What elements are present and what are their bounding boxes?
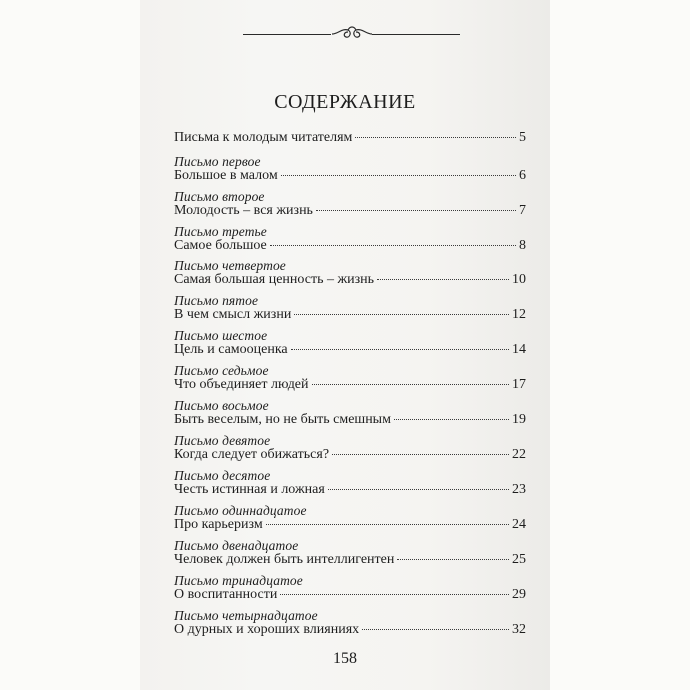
toc-line (174, 203, 526, 219)
toc-line (174, 482, 526, 498)
toc-letter-label: Письмо третье (174, 224, 267, 239)
toc-letter-label: Письмо пятое (174, 293, 259, 308)
toc-letter-label: Письмо двенадцатое (174, 538, 299, 553)
toc-title: Человек должен быть интеллигентен (174, 552, 395, 567)
toc-title: Письма к молодым читателям (174, 130, 353, 145)
toc-leader-dots (312, 384, 509, 385)
toc-leader-dots (328, 489, 509, 490)
toc-line (174, 272, 526, 288)
toc-leader-dots (394, 419, 509, 420)
toc-page-number: 17 (512, 377, 526, 392)
toc-page-number: 29 (512, 587, 526, 602)
toc-title: Про карьеризм (174, 517, 263, 532)
toc-page-number: 24 (512, 517, 526, 532)
toc-leader-dots (332, 454, 509, 455)
toc-leader-dots (280, 594, 509, 595)
toc-line (174, 238, 526, 254)
toc-title: Самое большое (174, 238, 267, 253)
toc-leader-dots (397, 559, 509, 560)
toc-line (174, 412, 526, 428)
toc-line (174, 130, 526, 146)
toc-letter-label: Письмо десятое (174, 468, 271, 483)
toc-leader-dots (316, 210, 516, 211)
toc-title: Честь истинная и ложная (174, 482, 325, 497)
toc-page-number: 10 (512, 272, 526, 287)
toc-page-number: 23 (512, 482, 526, 497)
toc-page-number: 14 (512, 342, 526, 357)
toc-title: Цель и самооценка (174, 342, 288, 357)
toc-title: Когда следует обижаться? (174, 447, 330, 462)
toc-title: В чем смысл жизни (174, 307, 292, 322)
page-title: СОДЕРЖАНИЕ (274, 91, 416, 113)
header-rule-left (243, 34, 331, 35)
toc-title: Что объединяет людей (174, 377, 309, 392)
toc-letter-label: Письмо второе (174, 189, 265, 204)
toc-line (174, 587, 526, 603)
toc-letter-label: Письмо тринадцатое (174, 573, 303, 588)
toc-leader-dots (355, 137, 516, 138)
toc-title: Большое в малом (174, 168, 278, 183)
toc-line (174, 377, 526, 393)
toc-leader-dots (281, 175, 516, 176)
toc-title: О дурных и хороших влияниях (174, 622, 360, 637)
toc-title: О воспитанности (174, 587, 278, 602)
toc-leader-dots (270, 245, 516, 246)
toc-line (174, 342, 526, 358)
toc-page-number: 25 (512, 552, 526, 567)
toc-line (174, 307, 526, 323)
header-rule-right (372, 34, 460, 35)
toc-page-number: 8 (519, 238, 526, 253)
toc-page-number: 7 (519, 203, 526, 218)
toc-letter-label: Письмо четырнадцатое (174, 608, 318, 623)
toc-leader-dots (291, 349, 509, 350)
toc-leader-dots (266, 524, 509, 525)
toc-leader-dots (294, 314, 509, 315)
toc-leader-dots (362, 629, 509, 630)
toc-letter-label: Письмо шестое (174, 328, 268, 343)
toc-leader-dots (377, 279, 509, 280)
toc-page-number: 19 (512, 412, 526, 427)
flourish-ornament-icon (330, 22, 374, 44)
toc-letter-label: Письмо четвертое (174, 258, 286, 273)
toc-letter-label: Письмо восьмое (174, 398, 269, 413)
toc-line (174, 552, 526, 568)
toc-title: Молодость – вся жизнь (174, 203, 313, 218)
toc-page-number: 22 (512, 447, 526, 462)
page-number: 158 (333, 650, 357, 667)
toc-letter-label: Письмо девятое (174, 433, 271, 448)
toc-line (174, 622, 526, 638)
toc-page-number: 6 (519, 168, 526, 183)
toc-letter-label: Письмо седьмое (174, 363, 269, 378)
toc-page-number: 5 (519, 130, 526, 145)
toc-line (174, 447, 526, 463)
toc-page-number: 32 (512, 622, 526, 637)
toc-letter-label: Письмо первое (174, 154, 261, 169)
toc-title: Быть веселым, но не быть смешным (174, 412, 391, 427)
toc-page-number: 12 (512, 307, 526, 322)
toc-letter-label: Письмо одиннадцатое (174, 503, 307, 518)
toc-line (174, 517, 526, 533)
toc-title: Самая большая ценность – жизнь (174, 272, 375, 287)
toc-line (174, 168, 526, 184)
